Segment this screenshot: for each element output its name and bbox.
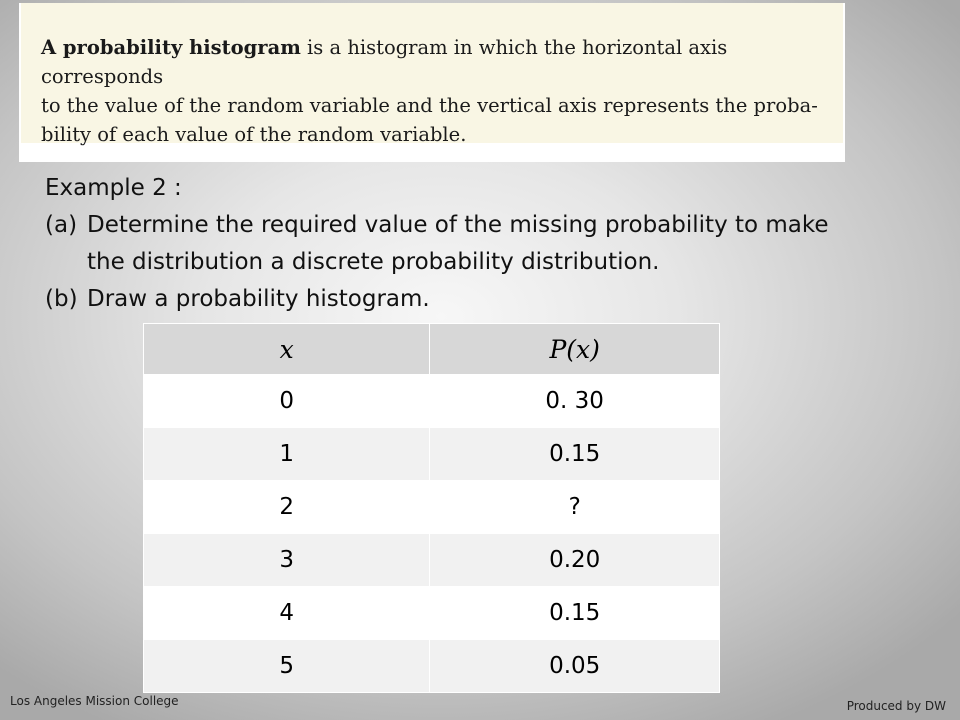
table-row	[144, 481, 720, 534]
definition-term: A probability histogram	[41, 36, 301, 59]
definition-line-2: to the value of the random variable and the vertical axis represents the proba-	[41, 94, 818, 117]
table-row	[144, 640, 720, 693]
probability-table	[143, 323, 720, 693]
table-row	[144, 587, 720, 640]
cell-px: 0.15	[430, 428, 720, 481]
cell-x: 3	[144, 534, 430, 587]
example-block	[45, 170, 945, 318]
cell-x: 4	[144, 587, 430, 640]
item-b-line-1: Draw a probability histogram.	[87, 286, 430, 312]
cell-px: 0.05	[430, 640, 720, 693]
definition-line-1: is a histogram in which the horizontal axis corresponds	[41, 36, 728, 88]
cell-px: 0.20	[430, 534, 720, 587]
item-a-label: (a)	[45, 212, 78, 238]
definition-text	[41, 33, 831, 149]
definition-line-3: bility of each value of the random variable.	[41, 123, 467, 146]
table-header-row	[144, 324, 720, 375]
footer-college: Los Angeles Mission College	[10, 694, 179, 708]
header-px: P(x)	[430, 324, 720, 375]
cell-px: ?	[430, 481, 720, 534]
cell-x: 1	[144, 428, 430, 481]
item-a-line-1: Determine the required value of the missing probability to make	[87, 212, 829, 238]
cell-x: 5	[144, 640, 430, 693]
table-row	[144, 534, 720, 587]
cell-px: 0. 30	[430, 375, 720, 428]
example-item-b	[45, 281, 945, 318]
item-b-label: (b)	[45, 286, 78, 312]
cell-px: 0.15	[430, 587, 720, 640]
definition-box	[19, 3, 845, 162]
table-row	[144, 375, 720, 428]
footer-credit: Produced by DW	[846, 699, 946, 713]
item-a-line-2: the distribution a discrete probability distribution.	[87, 249, 660, 275]
cell-x: 0	[144, 375, 430, 428]
example-item-a	[45, 207, 945, 281]
table-row	[144, 428, 720, 481]
cell-x: 2	[144, 481, 430, 534]
example-title: Example 2 :	[45, 175, 182, 201]
definition-panel	[21, 3, 843, 146]
header-x: x	[144, 324, 430, 375]
